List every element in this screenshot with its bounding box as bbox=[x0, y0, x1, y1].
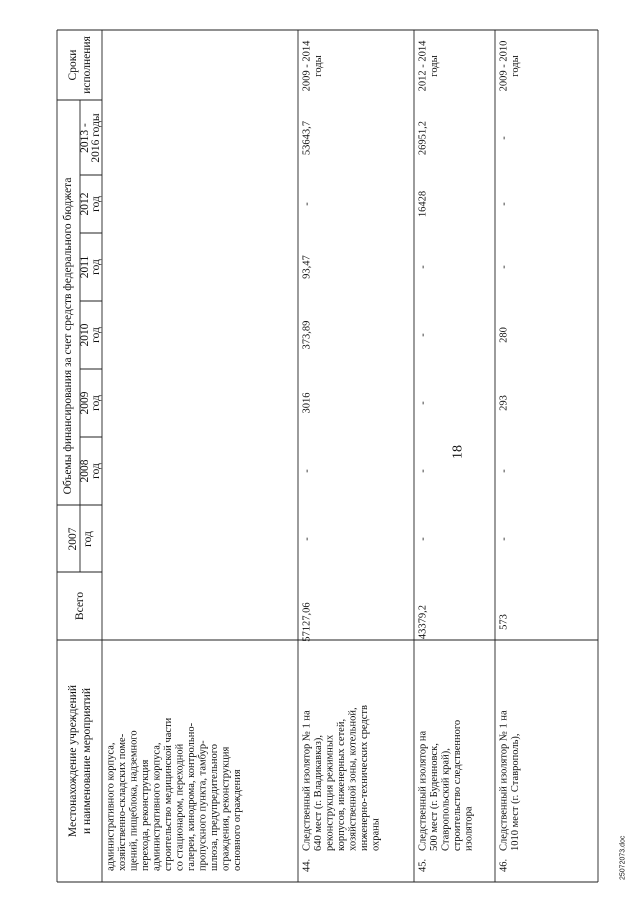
header-year-2011-sub: год bbox=[90, 259, 102, 275]
row-name-line: инженерно-технических средств bbox=[358, 705, 370, 851]
row-name-line: Следственный изолятор на bbox=[417, 730, 429, 851]
row-name-line: 500 мест (г. Буденновск, bbox=[428, 743, 440, 851]
row-year-value: - bbox=[417, 401, 429, 405]
header-year-2008: 2008 bbox=[79, 459, 91, 483]
row-name-line: корпусов, инженерных сетей, bbox=[335, 718, 347, 851]
header-year-2009-sub: год bbox=[90, 395, 102, 411]
row-name-line: перехода, реконструкция bbox=[139, 759, 151, 871]
row-name-line: 1010 мест (г. Ставрополь), bbox=[509, 733, 521, 851]
row-number: 44. bbox=[301, 858, 313, 872]
row-name-line: 640 мест (г. Владикавказ), bbox=[312, 735, 324, 851]
row-deadline: годы bbox=[428, 55, 440, 77]
row-name-line: Следственный изолятор № 1 на bbox=[498, 710, 510, 851]
header-year-2008-sub: год bbox=[90, 463, 102, 479]
row-name-line: щений, пищеблока, надземного bbox=[128, 730, 140, 871]
row-deadline: 2009 - 2014 bbox=[301, 40, 313, 92]
row-number: 46. bbox=[498, 858, 510, 872]
header-year-2013-2016-sub: 2016 годы bbox=[90, 113, 102, 163]
row-name-line: Следственный изолятор № 1 на bbox=[301, 710, 313, 851]
header-location-line-1: Местонахождение учреждений bbox=[67, 684, 79, 838]
row-year-value: 53643,7 bbox=[301, 120, 313, 156]
row-year-value: - bbox=[301, 202, 313, 206]
row-year-value: - bbox=[417, 333, 429, 337]
row-deadline: годы bbox=[509, 55, 521, 77]
header-year-2011: 2011 bbox=[79, 255, 91, 279]
row-year-value: - bbox=[498, 469, 510, 473]
row-name-line: Ставропольский край), bbox=[440, 748, 452, 851]
row-name-line: строительство следственного bbox=[451, 719, 463, 851]
row-year-value: 293 bbox=[498, 395, 510, 411]
page-number: 18 bbox=[450, 445, 466, 459]
row-year-value: - bbox=[498, 265, 510, 269]
header-year-2010-sub: год bbox=[90, 327, 102, 343]
row-year-value: 3016 bbox=[301, 392, 313, 414]
header-deadline-line-2: исполнения bbox=[81, 36, 93, 94]
row-deadline: 2009 - 2010 bbox=[498, 40, 510, 92]
row-name-line: шлюза, предупредительного bbox=[208, 743, 220, 871]
row-year-value: 280 bbox=[498, 327, 510, 343]
row-year-value: - bbox=[498, 537, 510, 541]
row-year-value: 26951,2 bbox=[417, 120, 429, 156]
row-year-value: - bbox=[498, 202, 510, 206]
row-name-line: пропускного пункта, тамбур- bbox=[197, 740, 209, 871]
row-year-value: 373,89 bbox=[301, 320, 313, 350]
row-year-value: - bbox=[498, 136, 510, 140]
row-deadline: годы bbox=[312, 55, 324, 77]
header-year-2013-2016: 2013 - bbox=[79, 123, 91, 153]
row-total-value: 573 bbox=[498, 614, 510, 630]
row-name-line: галереи, кинодрома, контрольно- bbox=[185, 722, 197, 871]
header-year-2012: 2012 bbox=[79, 192, 91, 216]
row-name-line: ограждения, реконструкция bbox=[220, 746, 232, 871]
header-deadline-line-1: Сроки bbox=[67, 49, 79, 81]
footer-doc-code: 25072073.doc bbox=[619, 835, 627, 880]
row-year-value: - bbox=[417, 537, 429, 541]
row-name-line: хозяйственной зоны, котельной, bbox=[347, 707, 359, 851]
row-name-line: со стационаром, переходной bbox=[174, 743, 186, 871]
header-year-2010: 2010 bbox=[79, 323, 91, 347]
header-funding-group: Объемы финансирования за счет средств федерального бюджета bbox=[62, 177, 74, 495]
row-year-value: - bbox=[301, 469, 313, 473]
header-total: Всего bbox=[74, 591, 86, 621]
header-location-line-2: и наименование мероприятий bbox=[81, 688, 93, 834]
header-year-2007-sub: год bbox=[82, 531, 94, 547]
row-name-line: изолятора bbox=[463, 806, 475, 851]
row-year-value: - bbox=[301, 537, 313, 541]
row-name-line: административного корпуса, bbox=[151, 742, 163, 871]
row-deadline: 2012 - 2014 bbox=[417, 40, 429, 92]
row-name-line: строительство медицинской части bbox=[162, 717, 174, 871]
row-year-value: 93,47 bbox=[301, 255, 313, 279]
row-name-line: хозяйственно-складских поме- bbox=[116, 733, 128, 871]
header-year-2009: 2009 bbox=[79, 391, 91, 415]
row-year-value: - bbox=[417, 265, 429, 269]
row-year-value: 16428 bbox=[417, 190, 429, 218]
row-year-value: - bbox=[417, 469, 429, 473]
header-year-2012-sub: год bbox=[90, 196, 102, 212]
row-name-line: охраны bbox=[370, 818, 382, 851]
header-year-2007: 2007 bbox=[67, 527, 79, 551]
row-total-value: 57127,06 bbox=[301, 602, 313, 642]
row-number: 45. bbox=[417, 858, 429, 872]
row-name-line: основного ограждения bbox=[231, 769, 243, 871]
row-name-line: реконструкция режимных bbox=[324, 734, 336, 851]
row-name-line: административного корпуса, bbox=[105, 742, 117, 871]
row-total-value: 43379,2 bbox=[417, 604, 429, 640]
header-cells bbox=[62, 35, 102, 837]
